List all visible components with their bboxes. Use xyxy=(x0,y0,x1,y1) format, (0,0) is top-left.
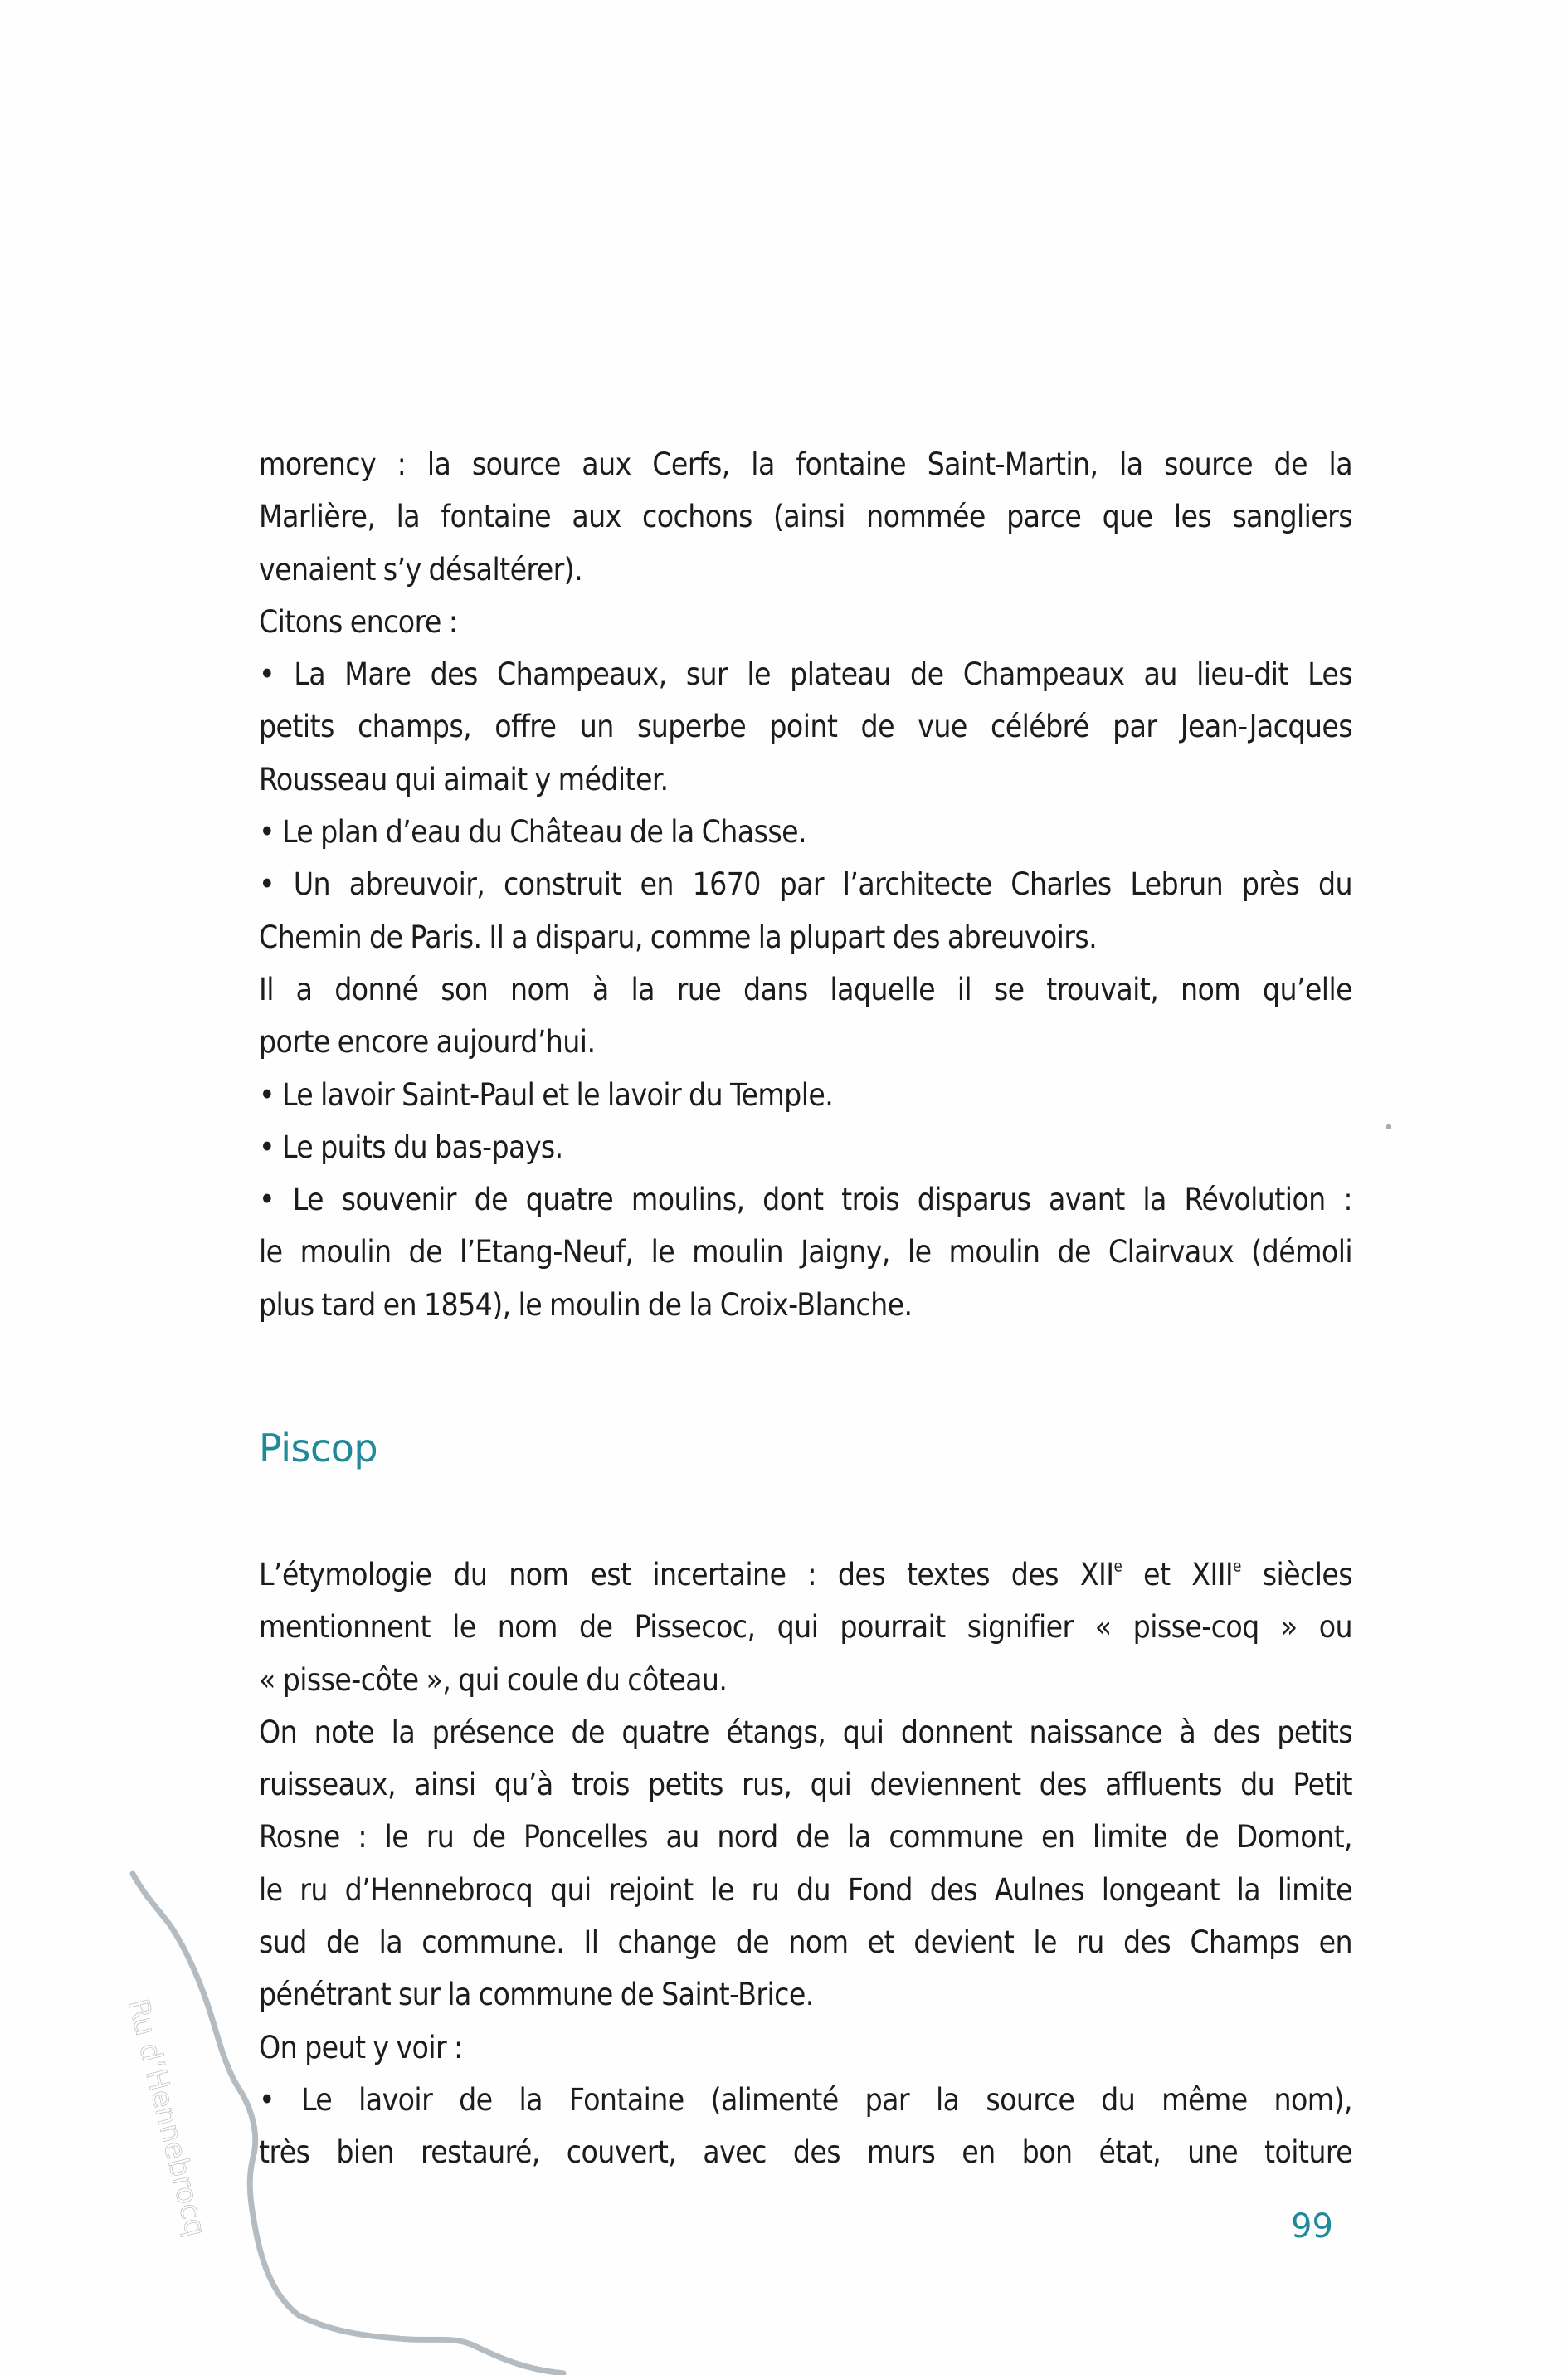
text-line: morency : la source aux Cerfs, la fontaine Saint-Martin, la source de la xyxy=(259,446,1352,482)
list-item-line: • Le lavoir de la Fontaine (alimenté par la source du même nom), xyxy=(259,2081,1352,2118)
section-heading: Piscop xyxy=(259,1426,378,1470)
text-line: le ru d’Hennebrocq qui rejoint le ru du Fond des Aulnes longeant la limite xyxy=(259,1871,1352,1908)
text-line: Il a donné son nom à la rue dans laquelle il se trouvait, nom qu’elle xyxy=(259,971,1352,1007)
text-segment: et XIII xyxy=(1122,1557,1234,1592)
text-line: ruisseaux, ainsi qu’à trois petits rus, qui deviennent des affluents du Petit xyxy=(259,1767,1352,1803)
text-line: Marlière, la fontaine aux cochons (ainsi nommée parce que les sangliers xyxy=(259,499,1352,535)
list-item-line: • La Mare des Champeaux, sur le plateau de Champeaux au lieu-dit Les xyxy=(259,656,1352,693)
river-label: Ru d’Hennebrocq xyxy=(121,1996,212,2241)
text-line xyxy=(259,1548,1352,1601)
superscript: e xyxy=(1233,1558,1241,1576)
list-item-line: • Un abreuvoir, construit en 1670 par l’architecte Charles Lebrun près du xyxy=(259,866,1352,903)
scan-speck xyxy=(1386,1124,1391,1129)
text-line: porte encore aujourd’hui. xyxy=(259,1024,596,1061)
list-item-line: • Le souvenir de quatre moulins, dont trois disparus avant la Révolution : xyxy=(259,1182,1352,1218)
text-line: On peut y voir : xyxy=(259,2029,463,2065)
text-segment: L’étymologie du nom est incertaine : des textes des XII xyxy=(259,1557,1114,1592)
text-line: pénétrant sur la commune de Saint-Brice. xyxy=(259,1977,814,2013)
list-item-line: petits champs, offre un superbe point de vue célébré par Jean-Jacques xyxy=(259,709,1352,745)
section-piscop-text xyxy=(259,1548,1352,2179)
list-item-line: • Le lavoir Saint-Paul et le lavoir du Temple. xyxy=(259,1076,834,1113)
text-line: Citons encore : xyxy=(259,603,458,640)
text-line: venaient s’y désaltérer). xyxy=(259,551,583,588)
list-item-line: • Le puits du bas-pays. xyxy=(259,1129,563,1165)
text-segment: siècles xyxy=(1240,1557,1352,1592)
text-line: On note la présence de quatre étangs, qui donnent naissance à des petits xyxy=(259,1714,1352,1750)
list-item-line: très bien restauré, couvert, avec des murs en bon état, une toiture xyxy=(259,2134,1352,2171)
list-item-line: • Le plan d’eau du Château de la Chasse. xyxy=(259,814,806,851)
superscript: e xyxy=(1113,1558,1122,1576)
page-number: 99 xyxy=(1291,2207,1333,2246)
text-line: « pisse-côte », qui coule du côteau. xyxy=(259,1661,728,1698)
list-item-line: Rousseau qui aimait y méditer. xyxy=(259,761,669,797)
list-item-line: le moulin de l’Etang-Neuf, le moulin Jaigny, le moulin de Clairvaux (démoli xyxy=(259,1234,1352,1270)
text-line: sud de la commune. Il change de nom et devient le ru des Champs en xyxy=(259,1924,1352,1961)
text-line: mentionnent le nom de Pissecoc, qui pourrait signifier « pisse-coq » ou xyxy=(259,1609,1352,1646)
list-item-line: plus tard en 1854), le moulin de la Croix-Blanche. xyxy=(259,1286,913,1323)
text-line: Rosne : le ru de Poncelles au nord de la commune en limite de Domont, xyxy=(259,1819,1352,1856)
list-item-line: Chemin de Paris. Il a disparu, comme la plupart des abreuvoirs. xyxy=(259,919,1098,955)
section-continued-text xyxy=(259,438,1352,1331)
